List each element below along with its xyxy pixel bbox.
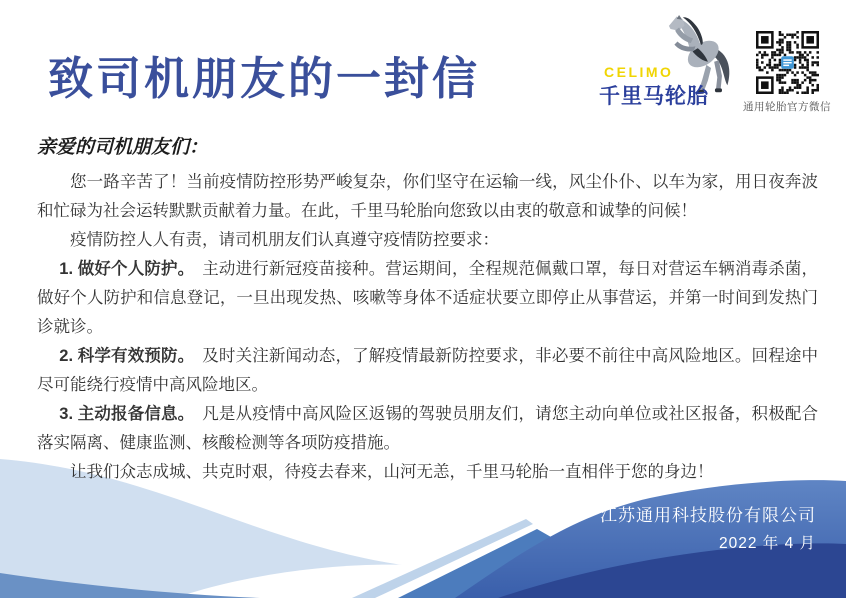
page-title: 致司机朋友的一封信 [48, 53, 481, 104]
letter-closing: 让我们众志成城、共克时艰，待疫去春来，山河无恙，千里马轮胎一直相伴于您的身边！ [70, 463, 714, 481]
wechat-qr-block [741, 31, 833, 114]
brand-name-cn: 千里马轮胎 [599, 85, 709, 108]
letter-item [37, 255, 818, 342]
letter-paragraph: 疫情防控人人有责，请司机朋友们认真遵守疫情防控要求： [70, 231, 499, 249]
letter-paragraph: 您一路辛苦了！当前疫情防控形势严峻复杂，你们坚守在运输一线，风尘仆仆、以车为家，用日夜奔波和忙碌为社会运转默默贡献着力量。在此，千里马轮胎向您致以由衷的敬意和诚挚的问候！ [37, 173, 818, 220]
qr-center-logo-icon [781, 56, 794, 69]
item-lead: 1. 做好个人防护。 [59, 260, 195, 278]
signature-block [600, 502, 816, 558]
item-text: 及时关注新闻动态，了解疫情最新防控要求，非必要不前往中高风险地区。回程途中尽可能绕行疫情中高风险地区。 [37, 347, 818, 394]
signature-date: 2022 年 4 月 [718, 535, 816, 552]
item-lead: 2. 科学有效预防。 [59, 347, 195, 365]
salutation: 亲爱的司机朋友们： [37, 137, 209, 158]
qr-caption: 通用轮胎官方微信 [743, 101, 831, 113]
brand-name-en: CELIMO [604, 64, 674, 80]
item-text: 主动进行新冠疫苗接种。营运期间，全程规范佩戴口罩，每日对营运车辆消毒杀菌，做好个人防护和信息登记，一旦出现发热、咳嗽等身体不适症状要立即停止从事营运，并第一时间到发热门诊就诊。 [37, 260, 818, 336]
brand-logo [596, 8, 746, 112]
item-lead: 3. 主动报备信息。 [59, 405, 195, 423]
signature-company: 江苏通用科技股份有限公司 [600, 506, 816, 525]
letter-item [37, 342, 818, 400]
letter-body [37, 133, 818, 487]
letter-item [37, 400, 818, 458]
qr-code-icon [756, 31, 819, 94]
item-text: 凡是从疫情中高风险区返锡的驾驶员朋友们，请您主动向单位或社区报备，积极配合落实隔离、健康监测、核酸检测等各项防疫措施。 [37, 405, 818, 452]
